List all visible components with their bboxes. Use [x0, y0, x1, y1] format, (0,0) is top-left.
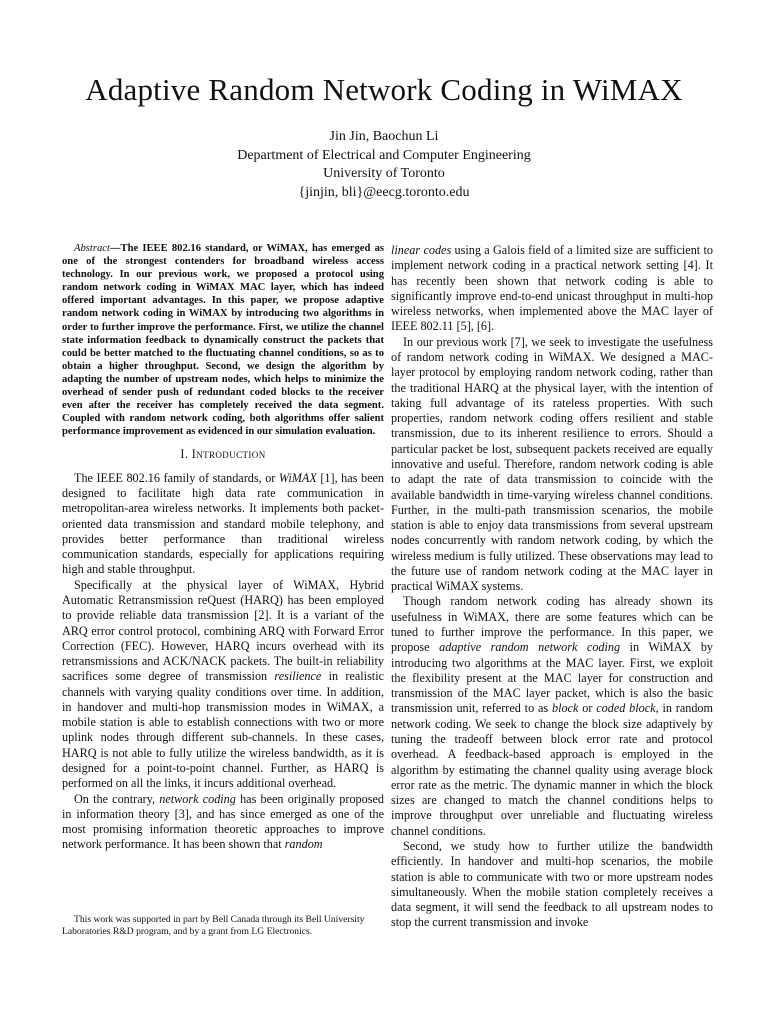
text-run: or	[578, 701, 597, 716]
text-run: [1], has been designed to facilitate high data rate communication in metropolitan-area wireless networks. It implements both packet-oriented data transmission and standard mobile telephony, and provides better performance than traditional wireless communication standards, especially for applications requiring high and stable throughput.	[62, 470, 384, 577]
right-column	[391, 243, 713, 931]
author-department: Department of Electrical and Computer Engineering	[237, 147, 531, 163]
text-run: Though random network coding has already shown its usefulness in WiMAX, there are some features which can be tuned to further improve the performance. In this paper, we propose	[391, 594, 713, 655]
right-paragraph-1	[391, 243, 713, 335]
emphasis-text: coded block	[596, 701, 656, 716]
text-run: in WiMAX by introducing two algorithms at the MAC layer. First, we exploit the flexibility present at the MAC layer for construction and transmission of the MAC layer packet, which is also the basic transmission unit, referred to as	[391, 640, 714, 716]
right-paragraph-4: Second, we study how to further utilize the bandwidth efficiently. In handover and multi-hop scenarios, the mobile station is able to communicate with two or more upstream nodes simultaneously. When the mobile station completely receives a data segment, it will send the feedback to all upstream nodes to stop the current transmission and invoke	[391, 838, 713, 930]
abstract	[62, 242, 384, 438]
section-heading-introduction	[62, 447, 384, 462]
emphasis-text: resilience	[274, 669, 322, 684]
abstract-dash: —	[109, 243, 121, 254]
section-title: Introduction	[191, 447, 266, 462]
text-run: Specifically at the physical layer of WiMAX, Hybrid Automatic Retransmission reQuest (HARQ) has been employed to provide reliable data transmission [2]. It is a variant of the ARQ error control protocol, combining ARQ with Forward Error Correction (FEC). However, HARQ incurs overhead with its retransmissions and ACK/NACK packets. The built-in reliability sacrifices some degree of transmission	[62, 577, 384, 684]
text-run: , in random network coding. We seek to change the block size adaptively by tuning the tradeoff between block error rate and protocol overhead. A feedback-based approach is employed in the algorithm by estimating the channel quality using average block error rate as the metric. The dynamic manner in which the block sizes are changed to match the channel conditions helps to improve throughput over unreliable and fluctuating wireless channel conditions.	[391, 701, 714, 838]
section-number: I.	[180, 447, 189, 462]
text-run: On the contrary,	[74, 791, 160, 806]
text-run: has been originally proposed in information theory [3], and has since emerged as one of the most promising information theoretic approaches to improve network performance. It has been shown that	[62, 791, 384, 852]
footnote-text: This work was supported in part by Bell Canada through its Bell University Laboratories R&D program, and by a grant from LG Electronics.	[62, 914, 365, 937]
right-paragraph-3	[391, 594, 713, 839]
author-university: University of Toronto	[323, 166, 445, 181]
author-names: Jin Jin, Baochun Li	[329, 129, 439, 144]
text-run: The IEEE 802.16 family of standards, or	[74, 470, 279, 485]
emphasis-text: adaptive random network coding	[439, 640, 621, 655]
emphasis-text: block	[552, 701, 579, 716]
footnote	[62, 914, 384, 938]
text-run: in realistic channels with varying quality conditions over time. In addition, in handover and multi-hop transmission modes in WiMAX, a mobile station is able to establish connections with two or more uplink nodes through different sub-channels. In these cases, HARQ is not able to fully utilize the wireless bandwidth, as it is designed for a point-to-point channel. Further, as HARQ is performed on all the links, it incurs additional overhead.	[62, 669, 384, 791]
intro-paragraph-3	[62, 792, 384, 853]
emphasis-text: linear codes	[391, 243, 452, 257]
emphasis-text: WiMAX	[278, 470, 317, 485]
left-column	[62, 242, 384, 853]
right-paragraph-2: In our previous work [7], we seek to investigate the usefulness of random network coding in WiMAX. We designed a MAC-layer protocol by employing random network coding, rather than the traditional HARQ at the physical layer, with the intention of taking full advantage of its rateless properties. With such properties, random network coding offers resilient and stable transmission, due to its inherent resilience to errors. Should a particular packet be lost, subsequent packets received are equally innovative and useful. Therefore, random network coding is able to adapt the rate of data transmission to coincide with the available bandwidth in time-varying wireless channel conditions. Further, in the multi-path transmission scenarios, the mobile station is able to enjoy data transmissions from several upstream nodes concurrently with random network coding, by which the wireless medium is fully utilized. These observations may lead to the future use of random network coding at the MAC layer in practical WiMAX systems.	[391, 334, 713, 594]
intro-paragraph-2	[62, 578, 384, 792]
abstract-text: The IEEE 802.16 standard, or WiMAX, has emerged as one of the strongest contenders for broadband wireless access technology. In our previous work, we proposed a protocol using random network coding in WiMAX MAC layer, which has indeed offered important advantages. In this paper, we propose adaptive random network coding in WiMAX by introducing two algorithms in order to further improve the performance. First, we utilize the channel state information feedback to dynamically construct the packets that could be better matched to the fluctuating channel conditions, so as to obtain a higher throughput. Second, we design the algorithm by adapting the number of upstream nodes, which helps to minimize the overhead of sender push of redundant coded blocks to the receiver even after the receiver has completely received the data segment. Coupled with random network coding, both algorithms offer salient performance improvement as evidenced in our simulation evaluation.	[62, 243, 384, 438]
author-email: {jinjin, bli}@eecg.toronto.edu	[298, 184, 470, 200]
emphasis-text: network coding	[159, 791, 236, 806]
text-run: using a Galois field of a limited size are sufficient to implement network coding in a practical network setting [4]. It has recently been shown that network coding is able to significantly improve end-to-end unicast throughput in multi-hop wireless networks, when implemented above the MAC layer of IEEE 802.11 [5], [6].	[391, 243, 713, 334]
author-block	[0, 128, 768, 202]
abstract-label: Abstract	[74, 243, 110, 254]
intro-paragraph-1	[62, 471, 384, 578]
emphasis-text: random	[284, 837, 323, 852]
paper-title: Adaptive Random Network Coding in WiMAX	[85, 72, 683, 107]
